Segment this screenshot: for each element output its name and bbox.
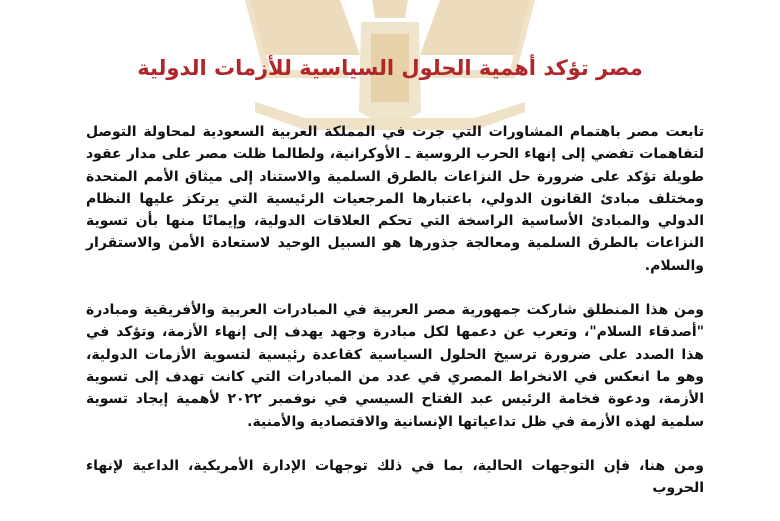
paragraph: ومن هذا المنطلق شاركت جمهورية مصر العربية في المبادرات العربية والأفريقية ومبادرة "أصدقاء السلام"، وتعرب عن دعمها لكل مبادرة وجهد يهدف إلى إنهاء الأزمة، وتؤكد في هذا الصدد على ضرورة ترسيخ الحلول السياسية كقاعدة رئيسية لتسوية الأزمات الدولية، وهو ما انعكس في الانخراط المصري في عدد من المبادرات التي كانت تهدف إلى تسوية الأزمة، ودعوة فخامة الرئيس عبد الفتاح السيسي في نوفمبر ٢٠٢٢ لأهمية إيجاد تسوية سلمية لهذه الأزمة في ظل تداعياتها الإنسانية والاقتصادية والأمنية. (86, 302, 704, 430)
document-body (86, 121, 704, 521)
paragraph: ومن هنا، فإن التوجهات الحالية، بما في ذلك توجهات الإدارة الأمريكية، الداعية لإنهاء الحروب (86, 457, 704, 497)
paragraph: تابعت مصر باهتمام المشاورات التي جرت في المملكة العربية السعودية لمحاولة التوصل لتفاهمات تفضي إلى إنهاء الحرب الروسية ـ الأوكرانية، ولطالما ظلت مصر على مدار عقود طويلة تؤكد على ضرورة حل النزاعات بالطرق السلمية والاستناد إلى ميثاق الأمم المتحدة ومختلف مبادئ القانون الدولي، باعتبارها المرجعيات الرئيسية التي يرتكز عليها النظام الدولي والمبادئ الأساسية الراسخة التي تحكم العلاقات الدولية، وإيمانًا منها بأن تسوية النزاعات بالطرق السلمية ومعالجة جذورها هو السبيل الوحيد لاستعادة الأمن والاستقرار والسلام. (86, 124, 704, 274)
page-title: مصر تؤكد أهمية الحلول السياسية للأزمات الدولية (137, 56, 643, 80)
